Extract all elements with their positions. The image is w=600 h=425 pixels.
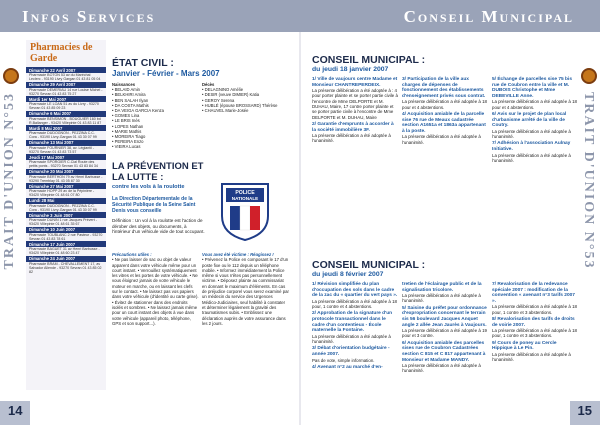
council-item-result: La présente délibération a été adoptée à l'unanimité. — [312, 333, 391, 345]
council-item-heading: tretien de l'éclairage public et de la signalisation tricolore. — [402, 282, 482, 293]
vertical-issue-label-left: TRAIT D'UNION N°53 — [2, 92, 17, 270]
pharmacy-date: Mardi 1er Mai 2007 — [26, 96, 106, 102]
civil-record-entry: • HUBLÉ (épouse BROSSARD) Thérèse — [202, 102, 278, 108]
council-item-result: La présente délibération a été adoptée à 19 pour et 3 contre. — [402, 328, 487, 339]
pharmacy-details: Pharmacie DUDOGNON - PEZZINA C.C. Cora - 93190 Livry-Gargan 01 43 30 07 99 — [29, 131, 97, 140]
civil-record-entry: • DESIR (veuve DIMIER) Katia — [202, 92, 260, 98]
council-item-result: La présente délibération a été adoptée à 18 pour, 1 contre et 3 abstentions. — [492, 304, 577, 315]
council-date: du jeudi 18 janvier 2007 — [312, 66, 389, 73]
council-item-heading: 9/ Cours de poney au Cercle Hippique à Le Pin. — [492, 340, 557, 352]
council-item-heading: 2/ Garantie d'emprunts à accorder à la société immobilière 3F. — [312, 121, 394, 133]
deaths-heading: Décès — [202, 82, 215, 87]
pharmacy-details: Pharmacie BERTHON 79 av Henri Barbusse - 93290 Tremblay 01 43 05 87 30 — [29, 174, 103, 183]
council-item-heading: 6/ Avis sur le projet de plan local d'urbanisme arrêté de la ville de Coutry. — [492, 111, 567, 129]
precautions-text: • Ne pas laisser de sac ou objet de valeur apparent dans votre véhicule même pour un court instant. • Verrouillez systématiquement les vitres et les portes de votre véhicule. • Ne vous éloignez jamais de votre véhicule le moteur en marche, ou en laissant les clefs sur le contact. • Ne laissez pas vos papiers dans votre véhicule (d'identité ou carte grise). • Évitez de stationner dans des endroits isolés et sombres. • Ne laissez jamais même pour un court instant des objets à vue dans votre véhicule (appareil photo, téléphone, GPS et son support...). — [112, 257, 199, 326]
pharmacy-date: Jeudi 17 Mai 2007 — [26, 154, 106, 160]
council-item-result: Pas de vote, simple information. — [312, 357, 375, 363]
civil-record-entry: • MARIE Mathis — [112, 128, 142, 134]
victim-heading: Vous avez été victime : Réagissez ! — [202, 252, 274, 257]
council-session-february — [312, 260, 582, 374]
council-item-heading: 8/ Revalorisation des tarifs de droits de voirie 2007. — [492, 316, 575, 328]
council-column — [312, 282, 402, 374]
council-item-heading: 4/ Acquisition amiable de la parcelle sise 76 rue de Meaux cadastrée section A1651a et 1863a appartenant à la poste. — [402, 111, 486, 134]
council-title: CONSEIL MUNICIPAL : — [312, 54, 426, 66]
council-item-heading: 3/ Débat d'orientation budgétaire - année 2007. — [312, 346, 390, 357]
pharmacy-details: Pharmacie BAGUET 31 av Henri Barbusse - 93420 Villepinte 01 48 60 23 47 — [29, 247, 100, 256]
svg-text:NATIONALE: NATIONALE — [231, 196, 259, 201]
council-column — [402, 77, 492, 163]
pharmacy-date: Dimanche 10 Juin 2007 — [26, 227, 106, 233]
vertical-issue-label-right: TRAIT D'UNION N°53 — [581, 92, 596, 270]
prevention-title: LA PRÉVENTION ET LA LUTTE : — [112, 161, 204, 183]
pharmacy-details: Pharmacie FOURNIER 38, av. Léglantil - 93270 Sevran 01 43 83 73 57 — [29, 145, 95, 154]
pharmacy-date: Lundi 28 Mai — [26, 198, 106, 204]
pharmacy-date: Dimanche 3 Juin 2007 — [26, 212, 106, 218]
council-column — [492, 77, 582, 163]
header-bar-left — [0, 0, 300, 32]
council-item-result: La présente délibération a été adoptée à 18 pour, 1 contre et 4 abstentions. — [312, 298, 397, 310]
council-item-heading: 5/ Échange de parcelles sise 75 bis rue de Coubron entre la ville et M. DUBOIS Christophe et Mme DEBEVILLE Anne. — [492, 77, 572, 99]
pharmacy-details: Pharmacie HOPP 29 av de la Pépinière - 93420 Villepinte 01 48 61 07 80 — [29, 189, 95, 198]
council-item-result: La présente délibération a été adoptée à l'unanimité. — [492, 152, 571, 163]
pharmacy-details: Pharmacie SPORGIER C.Cial Route des petits ponts - 93270 Sevran 01 43 83 84 34 — [29, 160, 98, 169]
civil-record-entry: • LE BRIS Inès — [112, 118, 140, 124]
page-number-right: 15 — [577, 403, 592, 418]
council-item-result: La présente délibération a été adoptée à 18 pour et 4 abstentions. — [402, 99, 487, 110]
section-title-left: Infos Services — [22, 7, 156, 26]
pharmacy-date: Mardi 8 Mai 2007 — [26, 125, 106, 131]
civil-record-entry: • BELKHIRI Amira — [112, 92, 146, 98]
svg-text:POLICE: POLICE — [235, 190, 255, 196]
births-list — [112, 87, 202, 149]
council-item-heading: 2/ Approbation de la signature d'un protocole transactionnel dans le cadre d'un contentieux - École maternelle la Fontaine. — [312, 311, 393, 334]
emblem-icon — [581, 68, 597, 84]
civil-record-entry: • DA COSTA Mathis — [112, 102, 149, 108]
council-item-result: La présente délibération a été adoptée à l'unanimité. — [492, 128, 571, 140]
civil-record-entry: • BEN SALAH Ilyan — [112, 97, 149, 103]
prevention-advice — [112, 252, 292, 326]
council-item-heading: 7/ Adhésion à l'association Aulnay Initiative. — [492, 141, 571, 152]
council-item-result: La présente délibération a été adoptée à 18 pour, 1 contre et 3 abstentions. — [492, 328, 577, 339]
pharmacy-details: Pharmacie DEMERIAU 14 rue Louise Michel - 93270 Sevran 01 43 83 75 27 — [29, 87, 103, 96]
victim-column — [202, 252, 292, 326]
pharmacy-details: Pharmacie BOTON 53 av du Maréchal Leclerc - 93190 Livry Gargan 01 43 81 05 04 — [29, 73, 101, 82]
pharmacy-details: Pharmacie DUDOGNON - PEZZINA C.C. Cora - 93190 Livry-Gargan 01 43 30 07 99 — [29, 203, 97, 212]
council-item-result: La présente délibération a été adoptée à : 4 pour porter plainte et se porter partie civile à l'encontre de Mme DELPORTE et M. DUHAU, Maire, 17 contre porter plainte et se porter partie civile à l'encontre de Mme DELPORTE et M. DUHAU, Maire — [312, 88, 398, 120]
etat-civil-title: ÉTAT CIVIL : — [112, 57, 174, 69]
civil-record-entry: • DELAGNINO Amélie — [202, 87, 244, 93]
council-column — [312, 77, 402, 163]
pharmacy-date: Dimanche 20 Mai 2007 — [26, 169, 106, 175]
etat-civil-period: Janvier - Février - Mars 2007 — [112, 69, 220, 78]
civil-record-entry: • PEREIRA Enzo — [112, 139, 144, 145]
header-bar-right — [300, 0, 600, 32]
pharmacy-date: Dimanche 27 Mai 2007 — [26, 183, 106, 189]
council-item-result: La présente délibération a été adoptée à l'unanimité. — [402, 134, 481, 145]
pharmacies-list — [26, 67, 106, 274]
council-item-heading: 3/ Participation de la ville aux charges de dépenses de fonctionnement des établissements d'enseignement privés sous contrat. — [402, 77, 486, 99]
pharmacy-date: Dimanche 24 Juin 2007 — [26, 256, 106, 262]
council-item-heading: 7/ Revalorisation de la redevance spéciale 2007 : modification de la convention « avenant n°3 tarifs 2007 ». — [492, 282, 575, 304]
pharmacy-details: Pharmacie TOUBLANC 2 rue Pasteur - 93270 Sevran 01 43 83 78 61 — [29, 232, 103, 241]
emblem-icon — [3, 68, 19, 84]
pharmacy-date: Dimanche 17 Juin 2007 — [26, 241, 106, 247]
births-column — [112, 82, 202, 150]
council-item-result: La présente délibération a été adoptée à l'unanimité. — [312, 133, 391, 144]
council-date: du jeudi 8 février 2007 — [312, 271, 384, 278]
pharmacy-date: Dimanche 13 Mai 2007 — [26, 140, 106, 146]
council-session-january — [312, 55, 582, 163]
section-title-right: Conseil Municipal — [403, 7, 574, 26]
civil-record-entry: • BELAID Amin — [112, 87, 140, 93]
pharmacy-details: Pharmacie BRAM - CHEVALLEMENT 17, av Salvador Allende - 93270 Sevran 01 43 85 02 82 — [29, 261, 102, 274]
civil-record-entry: • VIEIRA Lucas — [112, 144, 141, 150]
police-nationale-badge — [218, 180, 272, 242]
prevention-definition: Définition : Un vol à la roulotte est l'action de dérober des objets, ou documents, à l'intérieur d'un véhicule vide de tout occupant. — [112, 218, 205, 235]
page-gutter — [299, 32, 301, 425]
pharmacies-sidebar — [26, 40, 106, 390]
deaths-list — [202, 87, 292, 113]
prevention-subtitle: contre les vols à la roulotte — [112, 184, 185, 190]
pharmacy-date: Dimanche 22 Avril 2007 — [26, 67, 106, 73]
council-item-heading: 5/ Saisine du préfet pour ordonnance d'expropriation concernant le terrain sis 56 boulevard Jacques Anquet angle 2 allée Jean Jaurès à Vaujours. — [402, 305, 487, 328]
civil-record-entry: • MOREIRA Tiago — [112, 134, 146, 140]
pharmacy-details: Pharmacie DUNIN 1 rue Jacques Prévert - 93420 Villepinte 01 48 61 35 67 — [29, 218, 97, 227]
pharmacy-details: Pharmacie LE LOAN 51 av du Livry - 93270 Sevran 01 43 85 09 23 — [29, 102, 99, 111]
pharmacy-details: Pharmacie BENSIMON - BOUGUIER 160 bd R.Ballanger - 93420 Villepinte 01 43 83 11 87 — [29, 116, 102, 125]
council-item-result: La présente délibération a été adoptée à l'unanimité. — [402, 293, 481, 304]
council-item-result: La présente délibération a été adoptée à l'unanimité. — [402, 363, 481, 374]
civil-record-entry: • LOPES Nathan — [112, 123, 144, 129]
side-strip-left — [0, 32, 22, 388]
etat-civil-section — [112, 58, 292, 150]
council-item-result: La présente délibération a été adoptée à l'unanimité. — [492, 351, 571, 363]
civil-record-entry: • GEROY Serena — [202, 97, 235, 103]
pharmacy-date: Dimanche 29 Avril 2007 — [26, 82, 106, 88]
pharmacies-title: Pharmacies de Garde — [30, 42, 93, 64]
council-item-result: La présente délibération a été adoptée à 18 pour et 4 abstentions. — [492, 99, 577, 110]
prevention-lead: La Direction Départementale de la Sécurité Publique de la Seine Saint Denis vous conseille — [112, 196, 196, 214]
council-column — [402, 282, 492, 374]
council-item-heading: 1/ Révision simplifiée du plan d'occupation des sols dans le cadre de la zac du « quartier du vert pays ». — [312, 282, 398, 299]
civil-record-entry: • GOMES Lina — [112, 113, 140, 119]
council-item-heading: 4/ Avenant n°2 au marché d'en- — [312, 364, 383, 370]
civil-record-entry: • DA VEIGA GARCIA Kenza — [112, 108, 164, 114]
births-heading: Naissances — [112, 82, 136, 87]
page-number-left: 14 — [8, 403, 23, 418]
precautions-column — [112, 252, 202, 326]
prevention-section — [112, 162, 206, 235]
precautions-heading: Précautions utiles : — [112, 252, 152, 257]
council-item-heading: 6/ Acquisition amiable des parcelles sises rue de Coubron Cadastrées section C 815 et C 817 appartenant à Monsieur et Madame MANDY. — [402, 340, 486, 363]
civil-record-entry: • CHAUVEL Marie-Josée — [202, 108, 249, 114]
council-column — [492, 282, 582, 374]
victim-text: • Prévenez la Police en composant le 17 d'un poste fixe ou le 112 depuis un téléphone mobile. • Informez immédiatement la Police même si vous n'êtes pas personnellement victime. • Déposez plainte au commissariat en donnant le maximum d'éléments. En cas de préjudice corporel vous serez examiné par un médecin du service des Urgences Médico-Judiciaires, seul habilité à constater et déterminer légalement la gravité des traumatismes subis. • Emblissez une déclaration auprès de votre assurance dans les 2 jours. — [202, 257, 289, 326]
pharmacy-date: Dimanche 6 Mai 2007 — [26, 111, 106, 117]
council-title: CONSEIL MUNICIPAL : — [312, 259, 426, 271]
deaths-column — [202, 82, 292, 150]
council-item-heading: 1/ Ville de vaujours centre Madame et Monsieur CHANTREPERDEIX. — [312, 77, 398, 88]
